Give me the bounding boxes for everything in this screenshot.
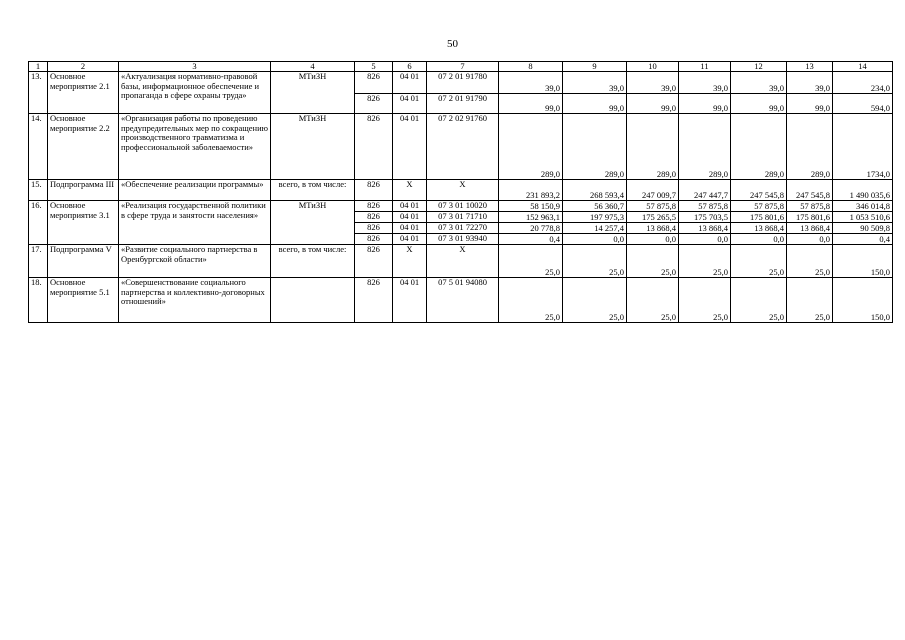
value-cell: 0,4: [499, 234, 563, 245]
value-cell: 57 875,8: [787, 201, 833, 212]
code-7: 07 2 01 91780: [427, 72, 499, 94]
page-number: 50: [447, 38, 458, 50]
value-cell: 1 053 510,6: [833, 212, 893, 223]
code-7: 07 3 01 72270: [427, 223, 499, 234]
value-cell: 56 360,7: [563, 201, 627, 212]
table-row: [29, 114, 893, 180]
activity-name: «Реализация государственной политики в сфере труда и занятости населения»: [119, 201, 271, 245]
value-cell: 13 868,4: [731, 223, 787, 234]
row-number: 16.: [29, 201, 48, 245]
value-cell: 25,0: [731, 278, 787, 323]
value-cell: 25,0: [499, 278, 563, 323]
column-header: 13: [787, 62, 833, 72]
column-header: 5: [355, 62, 393, 72]
column-header: 2: [48, 62, 119, 72]
value-cell: 13 868,4: [679, 223, 731, 234]
activity-type: Основное мероприятие 2.2: [48, 114, 119, 180]
value-cell: 231 893,2: [499, 180, 563, 201]
value-cell: 39,0: [563, 72, 627, 94]
value-cell: 152 963,1: [499, 212, 563, 223]
column-header: 14: [833, 62, 893, 72]
code-5: 826: [355, 94, 393, 114]
activity-name: «Актуализация нормативно-правовой базы, информационное обеспечение и пропаганда в сфере охраны труда»: [119, 72, 271, 114]
activity-type: Основное мероприятие 2.1: [48, 72, 119, 114]
value-cell: 99,0: [787, 94, 833, 114]
value-cell: 175 801,6: [731, 212, 787, 223]
activity-type: Подпрограмма III: [48, 180, 119, 201]
value-cell: 90 509,8: [833, 223, 893, 234]
executor: всего, в том числе:: [271, 180, 355, 201]
value-cell: 268 593,4: [563, 180, 627, 201]
row-number: 13.: [29, 72, 48, 114]
row-number: 14.: [29, 114, 48, 180]
value-cell: 39,0: [499, 72, 563, 94]
activity-name: «Обеспечение реализации программы»: [119, 180, 271, 201]
code-6: 04 01: [393, 278, 427, 323]
value-cell: 289,0: [499, 114, 563, 180]
value-cell: 39,0: [787, 72, 833, 94]
value-cell: 99,0: [731, 94, 787, 114]
column-header: 1: [29, 62, 48, 72]
code-5: 826: [355, 114, 393, 180]
value-cell: 13 868,4: [787, 223, 833, 234]
value-cell: 247 545,8: [731, 180, 787, 201]
code-5: 826: [355, 278, 393, 323]
activity-type: Основное мероприятие 3.1: [48, 201, 119, 245]
value-cell: 25,0: [563, 245, 627, 278]
value-cell: 197 975,3: [563, 212, 627, 223]
code-6: Х: [393, 245, 427, 278]
value-cell: 150,0: [833, 278, 893, 323]
code-5: 826: [355, 212, 393, 223]
column-header: 11: [679, 62, 731, 72]
header-row: [29, 62, 893, 72]
value-cell: 175 265,5: [627, 212, 679, 223]
executor: [271, 278, 355, 323]
activity-name: «Совершенствование социального партнерства и коллективно-договорных отношений»: [119, 278, 271, 323]
value-cell: 0,0: [731, 234, 787, 245]
value-cell: 25,0: [731, 245, 787, 278]
row-number: 15.: [29, 180, 48, 201]
code-7: Х: [427, 245, 499, 278]
value-cell: 99,0: [679, 94, 731, 114]
value-cell: 0,0: [679, 234, 731, 245]
code-6: Х: [393, 180, 427, 201]
value-cell: 150,0: [833, 245, 893, 278]
column-header: 4: [271, 62, 355, 72]
value-cell: 57 875,8: [627, 201, 679, 212]
table-row: [29, 72, 893, 94]
value-cell: 289,0: [787, 114, 833, 180]
column-header: 12: [731, 62, 787, 72]
executor: МТиЗН: [271, 72, 355, 114]
table-row: [29, 201, 893, 212]
code-6: 04 01: [393, 114, 427, 180]
executor: МТиЗН: [271, 114, 355, 180]
table-row: [29, 278, 893, 323]
value-cell: 57 875,8: [679, 201, 731, 212]
value-cell: 25,0: [679, 278, 731, 323]
code-5: 826: [355, 72, 393, 94]
column-header: 8: [499, 62, 563, 72]
value-cell: 175 703,5: [679, 212, 731, 223]
code-6: 04 01: [393, 94, 427, 114]
column-header: 6: [393, 62, 427, 72]
value-cell: 1 490 035,6: [833, 180, 893, 201]
value-cell: 25,0: [627, 278, 679, 323]
value-cell: 175 801,6: [787, 212, 833, 223]
executor: МТиЗН: [271, 201, 355, 245]
value-cell: 14 257,4: [563, 223, 627, 234]
code-6: 04 01: [393, 72, 427, 94]
code-6: 04 01: [393, 201, 427, 212]
value-cell: 247 545,8: [787, 180, 833, 201]
value-cell: 25,0: [787, 278, 833, 323]
value-cell: 0,0: [627, 234, 679, 245]
code-5: 826: [355, 223, 393, 234]
column-header: 9: [563, 62, 627, 72]
activity-type: Подпрограмма V: [48, 245, 119, 278]
value-cell: 39,0: [679, 72, 731, 94]
value-cell: 25,0: [787, 245, 833, 278]
value-cell: 594,0: [833, 94, 893, 114]
value-cell: 99,0: [627, 94, 679, 114]
code-5: 826: [355, 245, 393, 278]
value-cell: 25,0: [627, 245, 679, 278]
value-cell: 1734,0: [833, 114, 893, 180]
value-cell: 25,0: [499, 245, 563, 278]
value-cell: 0,0: [787, 234, 833, 245]
code-6: 04 01: [393, 223, 427, 234]
value-cell: 234,0: [833, 72, 893, 94]
table-row: [29, 180, 893, 201]
value-cell: 289,0: [563, 114, 627, 180]
value-cell: 247 009,7: [627, 180, 679, 201]
code-7: 07 3 01 71710: [427, 212, 499, 223]
value-cell: 39,0: [627, 72, 679, 94]
value-cell: 20 778,8: [499, 223, 563, 234]
value-cell: 13 868,4: [627, 223, 679, 234]
table-row: [29, 245, 893, 278]
code-5: 826: [355, 180, 393, 201]
budget-table: [28, 61, 893, 323]
value-cell: 39,0: [731, 72, 787, 94]
value-cell: 289,0: [679, 114, 731, 180]
code-7: 07 3 01 93940: [427, 234, 499, 245]
activity-name: «Развитие социального партнерства в Оренбургской области»: [119, 245, 271, 278]
activity-type: Основное мероприятие 5.1: [48, 278, 119, 323]
value-cell: 58 150,9: [499, 201, 563, 212]
column-header: 3: [119, 62, 271, 72]
code-7: 07 2 01 91790: [427, 94, 499, 114]
value-cell: 247 447,7: [679, 180, 731, 201]
value-cell: 25,0: [679, 245, 731, 278]
value-cell: 57 875,8: [731, 201, 787, 212]
row-number: 17.: [29, 245, 48, 278]
value-cell: 346 014,8: [833, 201, 893, 212]
code-7: 07 3 01 10020: [427, 201, 499, 212]
value-cell: 0,4: [833, 234, 893, 245]
column-header: 10: [627, 62, 679, 72]
value-cell: 289,0: [627, 114, 679, 180]
code-7: Х: [427, 180, 499, 201]
code-7: 07 5 01 94080: [427, 278, 499, 323]
code-6: 04 01: [393, 212, 427, 223]
column-header: 7: [427, 62, 499, 72]
value-cell: 25,0: [563, 278, 627, 323]
row-number: 18.: [29, 278, 48, 323]
value-cell: 0,0: [563, 234, 627, 245]
value-cell: 99,0: [499, 94, 563, 114]
executor: всего, в том числе:: [271, 245, 355, 278]
value-cell: 99,0: [563, 94, 627, 114]
code-7: 07 2 02 91760: [427, 114, 499, 180]
code-6: 04 01: [393, 234, 427, 245]
code-5: 826: [355, 201, 393, 212]
activity-name: «Организация работы по проведению предупредительных мер по сокращению производственного травматизма и профессиональной заболеваемости»: [119, 114, 271, 180]
value-cell: 289,0: [731, 114, 787, 180]
code-5: 826: [355, 234, 393, 245]
